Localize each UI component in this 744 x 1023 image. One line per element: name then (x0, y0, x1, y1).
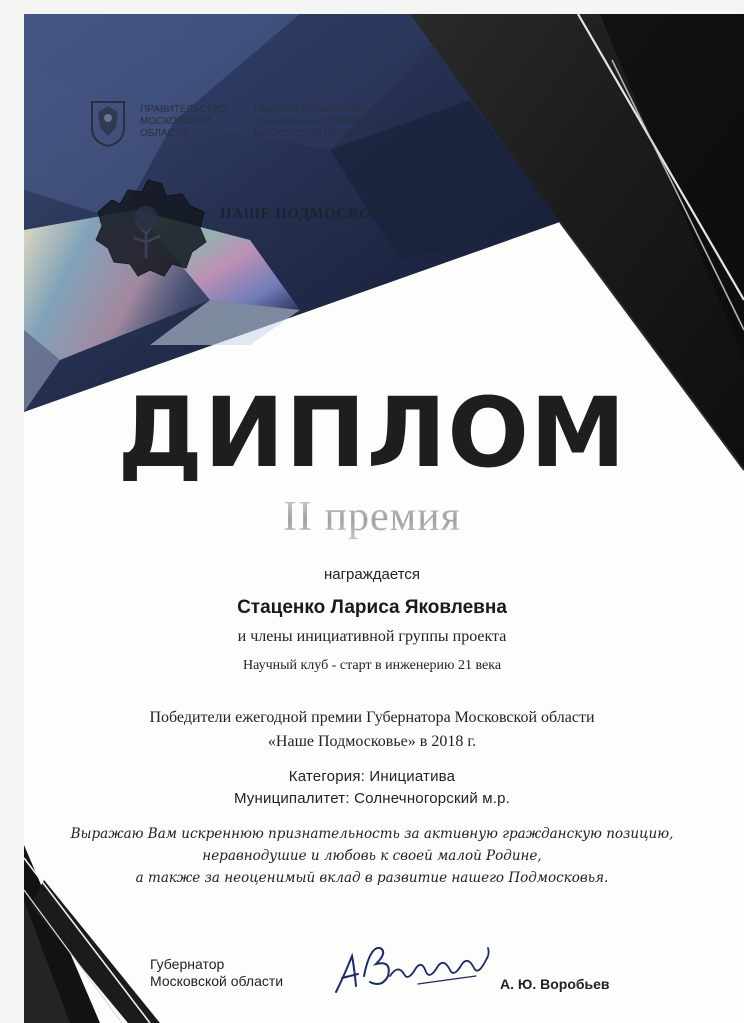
handwritten-signature (326, 936, 498, 1004)
municipality-text: Муниципалитет: Солнечногорский м.р. (233, 790, 511, 807)
gratitude-line-2: неравнодушие и любовь к своей малой Родине, (202, 848, 542, 864)
signer-position (150, 956, 283, 990)
gov-line-3: ОБЛАСТИ (140, 128, 188, 139)
recipient-name: Стаценко Лариса Яковлевна (237, 597, 507, 618)
winners-line-2: «Наше Подмосковье» в 2018 г. (267, 733, 477, 750)
brand-subtitle: Премия Губернатора Московской области (220, 224, 367, 233)
gratitude-message (0, 823, 744, 889)
dept-line-3: МОСКОВСКОЙ ОБЛАСТИ (254, 128, 370, 139)
signer-name: А. Ю. Воробьев (500, 976, 610, 992)
gov-line-2: МОСКОВСКОЙ (140, 116, 212, 127)
department-name (254, 104, 444, 140)
moscow-region-map-icon (90, 172, 210, 282)
prize-level: II премия (0, 492, 744, 542)
group-members-text: и члены инициативной группы проекта (237, 628, 507, 645)
position-line-1: Губернатор (150, 956, 225, 972)
coat-of-arms-icon (88, 98, 128, 148)
dept-line-2: СОЦИАЛЬНЫХ КОММУНИКАЦИЙ (254, 116, 407, 127)
diploma-title: ДИПЛОМ (117, 377, 627, 489)
gov-line-1: ПРАВИТЕЛЬСТВО (140, 104, 227, 115)
project-name: Научный клуб - старт в инженерию 21 века (242, 658, 502, 673)
awarded-label: награждается (323, 566, 421, 583)
position-line-2: Московской области (150, 973, 284, 989)
winners-line-1: Победители ежегодной премии Губернатора Московской области (149, 709, 595, 726)
gratitude-line-1: Выражаю Вам искреннюю признательность за активную гражданскую позицию, (70, 826, 674, 842)
category-text: Категория: Инициатива (288, 768, 456, 785)
dept-line-1: ГЛАВНОЕ УПРАВЛЕНИЕ (254, 104, 365, 115)
brand-title: НАШЕ ПОДМОСКОВЬЕ (220, 206, 403, 222)
gratitude-line-3: а также за неоценимый вклад в развитие нашего Подмосковья. (135, 870, 609, 886)
